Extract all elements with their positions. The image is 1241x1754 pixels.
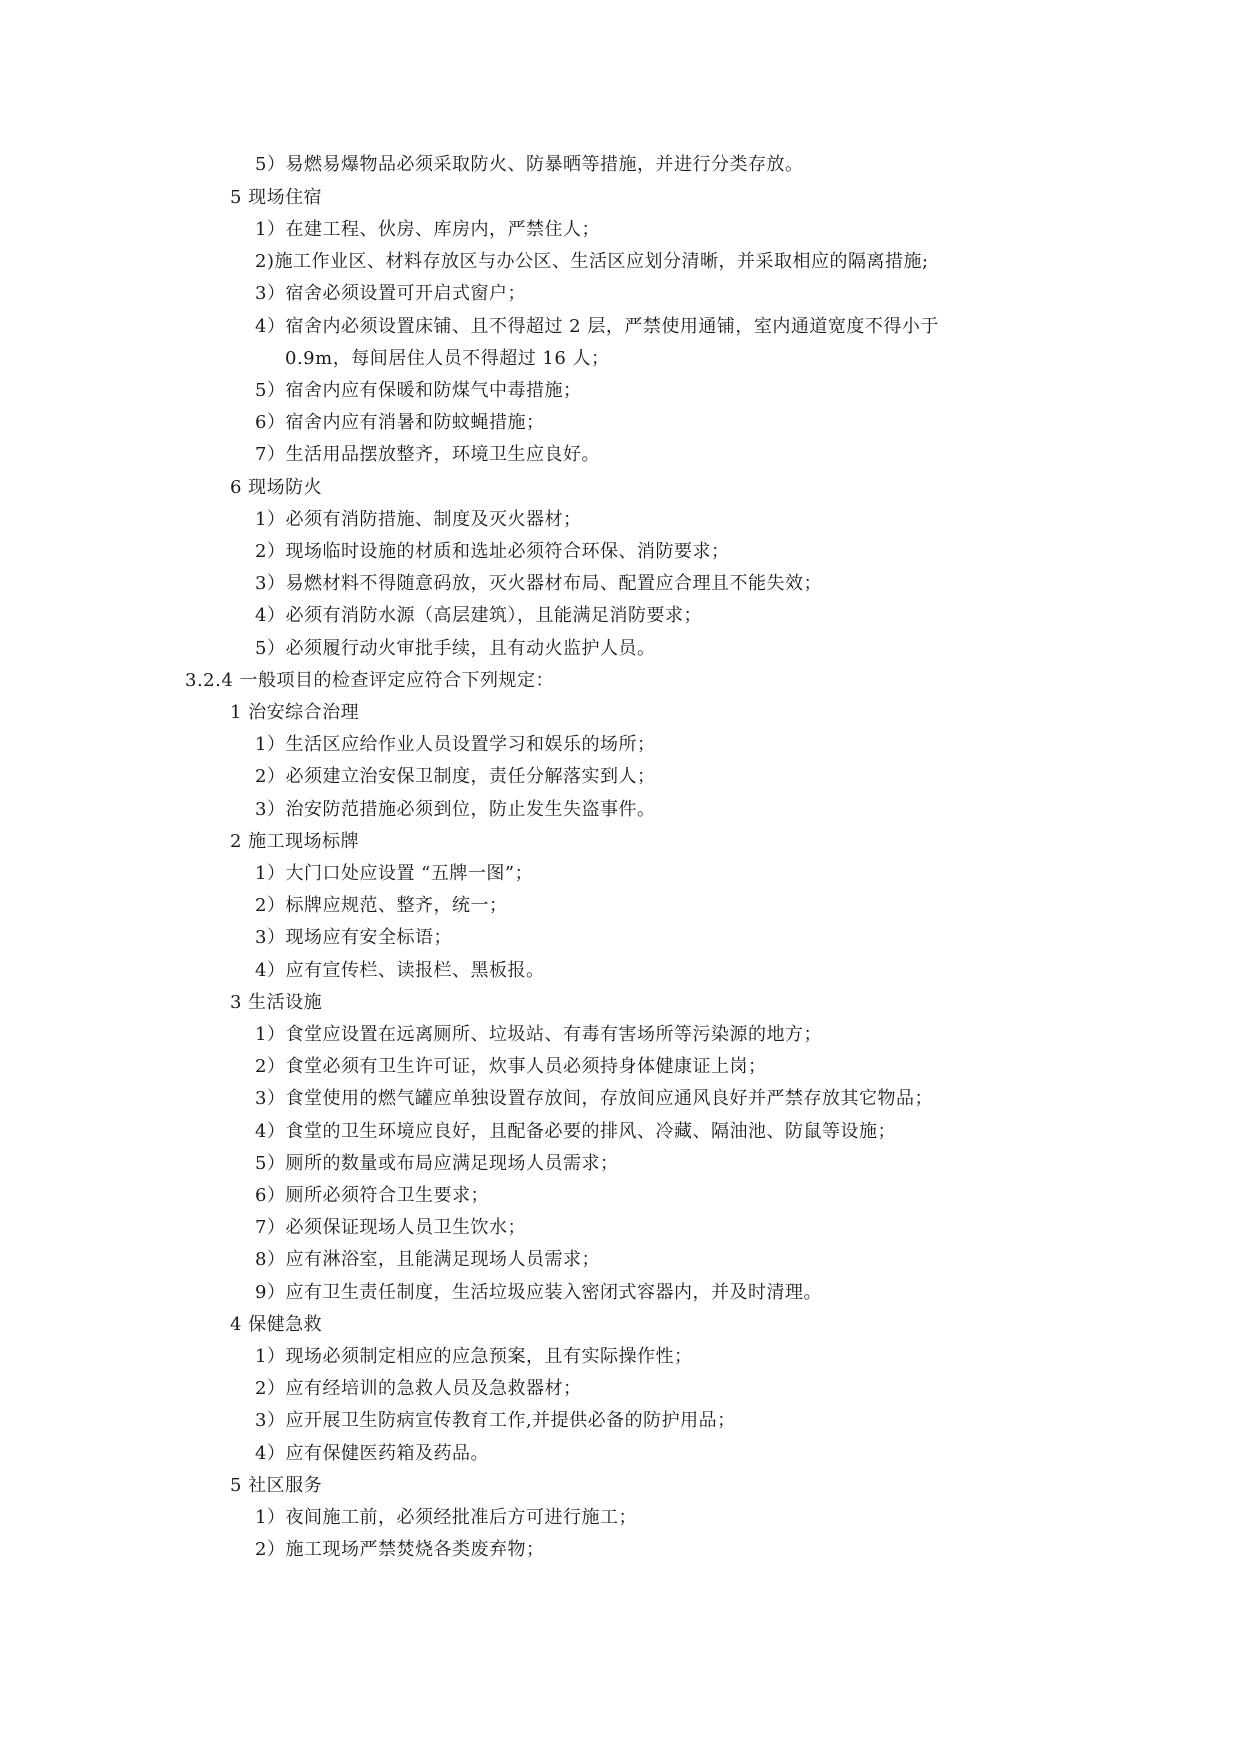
list-item: 7）必须保证现场人员卫生饮水； — [255, 1217, 526, 1238]
list-item: 4）应有宣传栏、读报栏、黑板报。 — [255, 960, 545, 981]
list-item: 3）食堂使用的燃气罐应单独设置存放间，存放间应通风良好并严禁存放其它物品； — [255, 1088, 933, 1109]
list-item: 3）现场应有安全标语； — [255, 927, 452, 948]
list-item: 9）应有卫生责任制度，生活垃圾应装入密闭式容器内，并及时清理。 — [255, 1282, 822, 1303]
list-item: 3）应开展卫生防病宣传教育工作,并提供必备的防护用品； — [255, 1410, 736, 1431]
list-item: 1）在建工程、伙房、库房内，严禁住人； — [255, 219, 600, 240]
list-item: 1）现场必须制定相应的应急预案，且有实际操作性； — [255, 1346, 693, 1367]
list-item-continuation: 0.9m，每间居住人员不得超过 16 人； — [285, 348, 610, 369]
list-item: 7）生活用品摆放整齐，环境卫生应良好。 — [255, 444, 600, 465]
list-item: 3）治安防范措施必须到位，防止发生失盗事件。 — [255, 799, 656, 820]
list-item: 2）应有经培训的急救人员及急救器材； — [255, 1378, 582, 1399]
list-item: 8）应有淋浴室，且能满足现场人员需求； — [255, 1249, 600, 1270]
list-item: 6）宿舍内应有消暑和防蚊蝇措施； — [255, 412, 545, 433]
list-item: 1）夜间施工前，必须经批准后方可进行施工； — [255, 1507, 637, 1528]
list-item: 4）必须有消防水源（高层建筑），且能满足消防要求； — [255, 605, 702, 626]
subsection-heading: 5 社区服务 — [230, 1475, 323, 1496]
list-item: 6）厕所必须符合卫生要求； — [255, 1185, 489, 1206]
list-item: 2)施工作业区、材料存放区与办公区、生活区应划分清晰，并采取相应的隔离措施; — [255, 251, 929, 272]
list-item: 3）易燃材料不得随意码放，灭火器材布局、配置应合理且不能失效； — [255, 573, 822, 594]
list-item: 4）食堂的卫生环境应良好，且配备必要的排风、冷藏、隔油池、防鼠等设施； — [255, 1121, 896, 1142]
subsection-heading: 2 施工现场标牌 — [230, 831, 360, 852]
subsection-heading: 4 保健急救 — [230, 1314, 323, 1335]
list-item: 5）宿舍内应有保暖和防煤气中毒措施； — [255, 380, 582, 401]
list-item: 4）应有保健医药箱及药品。 — [255, 1443, 489, 1464]
subsection-heading: 1 治安综合治理 — [230, 702, 360, 723]
subsection-heading: 6 现场防火 — [230, 477, 323, 498]
list-item: 2）现场临时设施的材质和选址必须符合环保、消防要求； — [255, 541, 730, 562]
list-item: 2）食堂必须有卫生许可证，炊事人员必须持身体健康证上岗； — [255, 1056, 767, 1077]
list-item: 4）宿舍内必须设置床铺、且不得超过 2 层，严禁使用通铺，室内通道宽度不得小于 — [255, 316, 939, 337]
subsection-heading: 3 生活设施 — [230, 992, 323, 1013]
list-item: 5）必须履行动火审批手续，且有动火监护人员。 — [255, 638, 656, 659]
list-item: 1）必须有消防措施、制度及灭火器材； — [255, 509, 582, 530]
list-item: 5）厕所的数量或布局应满足现场人员需求； — [255, 1153, 619, 1174]
list-item: 1）食堂应设置在远离厕所、垃圾站、有毒有害场所等污染源的地方； — [255, 1024, 822, 1045]
list-item: 2）必须建立治安保卫制度，责任分解落实到人； — [255, 766, 656, 787]
subsection-heading: 5 现场住宿 — [230, 187, 323, 208]
list-item: 2）施工现场严禁焚烧各类废弃物； — [255, 1539, 545, 1560]
section-heading: 3.2.4 一般项目的检查评定应符合下列规定： — [185, 670, 555, 691]
list-item: 2）标牌应规范、整齐，统一； — [255, 895, 508, 916]
list-item: 3）宿舍必须设置可开启式窗户； — [255, 283, 526, 304]
list-item: 1）大门口处应设置 “五牌一图”； — [255, 863, 534, 884]
list-item: 5）易燃易爆物品必须采取防火、防暴晒等措施，并进行分类存放。 — [255, 154, 804, 175]
list-item: 1）生活区应给作业人员设置学习和娱乐的场所； — [255, 734, 656, 755]
